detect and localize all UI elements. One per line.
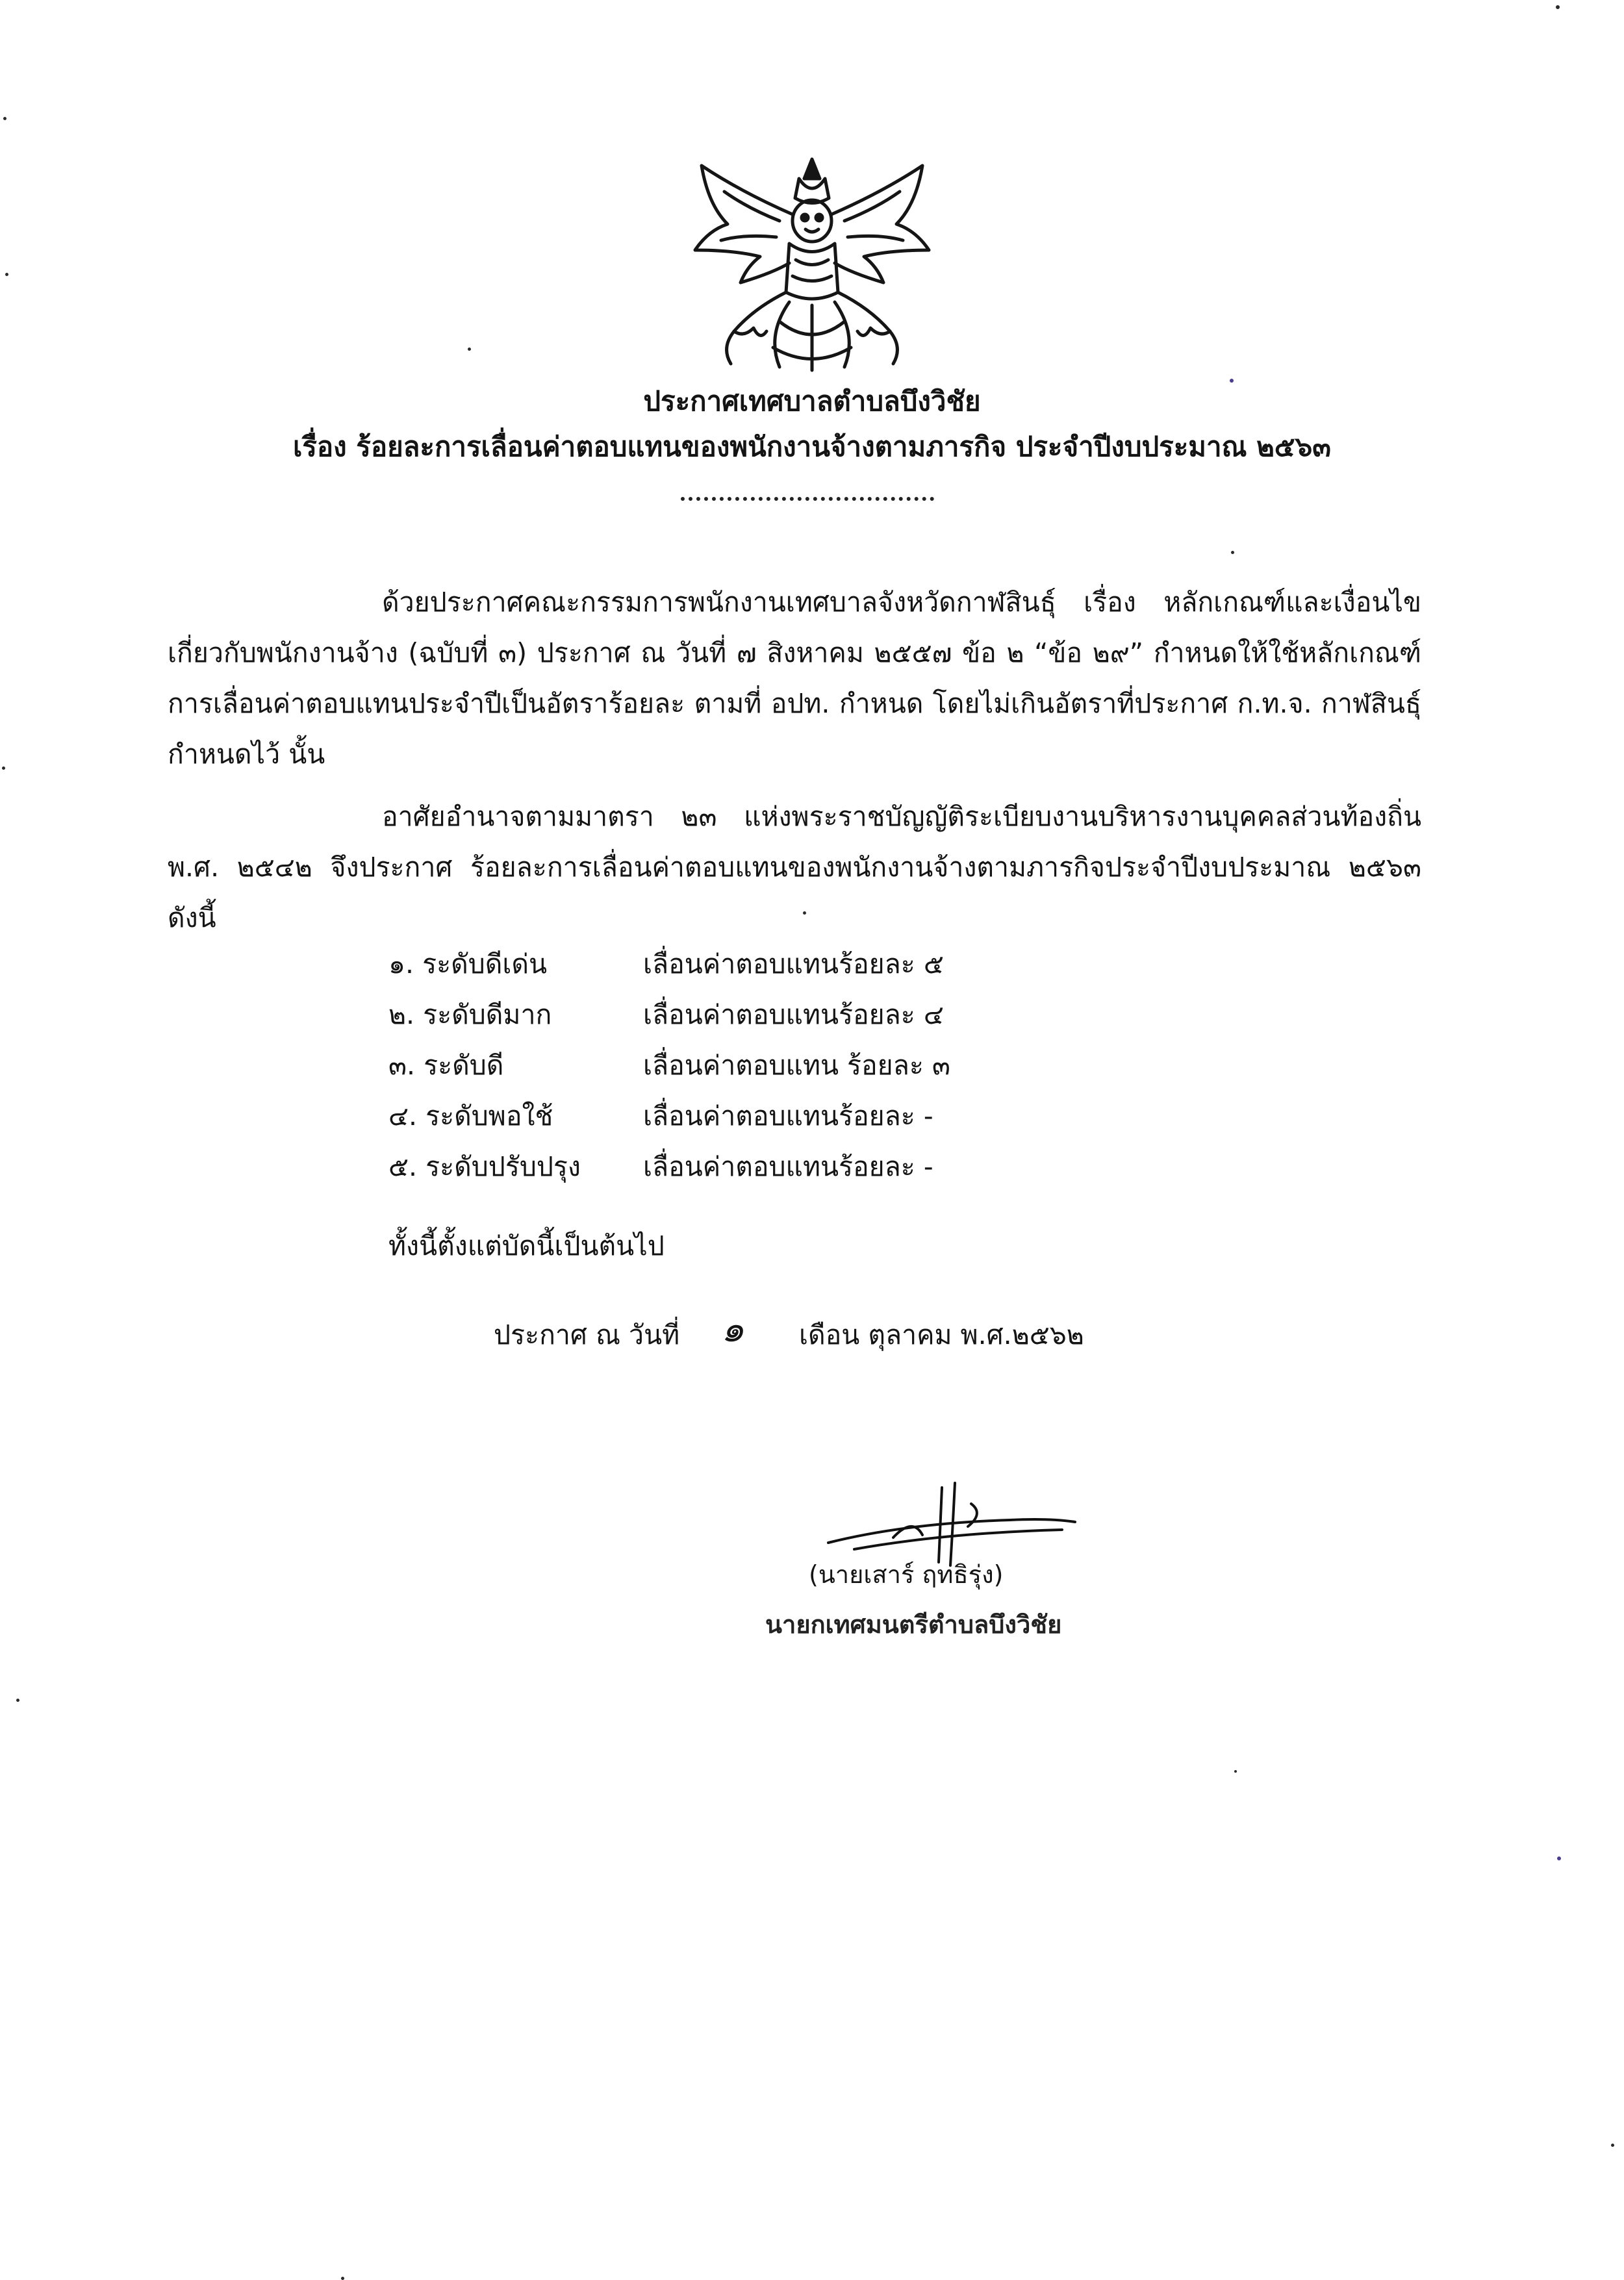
level-label: ๒. ระดับดีมาก [388,999,552,1030]
announce-date-prefix: ประกาศ ณ วันที่ [494,1319,680,1350]
scan-speck [3,117,6,120]
level-rate: เลื่อนค่าตอบแทนร้อยละ - [643,1151,933,1182]
scan-speck [1556,5,1560,9]
level-rate: เลื่อนค่าตอบแทน ร้อยละ ๓ [643,1050,950,1081]
garuda-emblem-icon [682,153,942,377]
scan-speck [803,911,806,915]
scan-speck [468,348,471,351]
scan-speck [1234,1770,1237,1773]
signatory-title: นายกเทศมนตรีตำบลบึงวิชัย [765,1610,1062,1639]
scan-speck [2,766,5,770]
scan-speck [1231,551,1234,554]
scan-speck [1557,1856,1561,1860]
level-label: ๔. ระดับพอใช้ [388,1100,553,1132]
scan-speck [1611,2144,1614,2147]
announce-day: ๑ [721,1308,744,1350]
level-label: ๑. ระดับดีเด่น [388,948,548,980]
announce-date-suffix: เดือน ตุลาคม พ.ศ.๒๕๖๒ [799,1319,1084,1350]
signatory-name: (นายเสาร์ ฤทธิรุ่ง) [809,1560,1004,1589]
level-rate: เลื่อนค่าตอบแทนร้อยละ - [643,1100,933,1132]
paragraph-2: อาศัยอำนาจตามมาตรา ๒๓ แห่งพระราชบัญญัติระเบียบงานบริหารงานบุคคลส่วนท้องถิ่น พ.ศ. ๒๕๔๒ จึงประกาศ ร้อยละการเลื่อนค่าตอบแทนของพนักงานจ้างตามภารกิจประจำปีงบประมาณ ๒๕๖๓ ดังนี้ [168,801,1421,933]
level-rate: เลื่อนค่าตอบแทนร้อยละ ๕ [643,948,944,980]
scan-speck [16,1699,19,1702]
level-label: ๕. ระดับปรับปรุง [388,1151,581,1182]
announcement-title: ประกาศเทศบาลตำบลบึงวิชัย [643,385,981,417]
scan-speck [341,2277,344,2280]
scan-speck [1230,379,1234,383]
scan-speck [5,273,8,276]
title-separator [681,497,934,501]
paragraph-1: ด้วยประกาศคณะกรรมการพนักงานเทศบาลจังหวัดกาฬสินธุ์ เรื่อง หลักเกณฑ์และเงื่อนไขเกี่ยวกับพนักงานจ้าง (ฉบับที่ ๓) ประกาศ ณ วันที่ ๗ สิงหาคม ๒๕๕๗ ข้อ ๒ “ข้อ ๒๙” กำหนดให้ใช้หลักเกณฑ์การเลื่อนค่าตอบแทนประจำปีเป็นอัตราร้อยละ ตามที่ อปท. กำหนด โดยไม่เกินอัตราที่ประกาศ ก.ท.จ. กาฬสินธุ์ กำหนดไว้ นั้น [168,587,1421,770]
effective-statement: ทั้งนี้ตั้งแต่บัดนี้เป็นต้นไป [388,1230,665,1261]
level-label: ๓. ระดับดี [388,1050,504,1081]
announcement-subject: เรื่อง ร้อยละการเลื่อนค่าตอบแทนของพนักงานจ้างตามภารกิจ ประจำปีงบประมาณ ๒๕๖๓ [293,431,1331,462]
level-rate: เลื่อนค่าตอบแทนร้อยละ ๔ [643,999,944,1030]
